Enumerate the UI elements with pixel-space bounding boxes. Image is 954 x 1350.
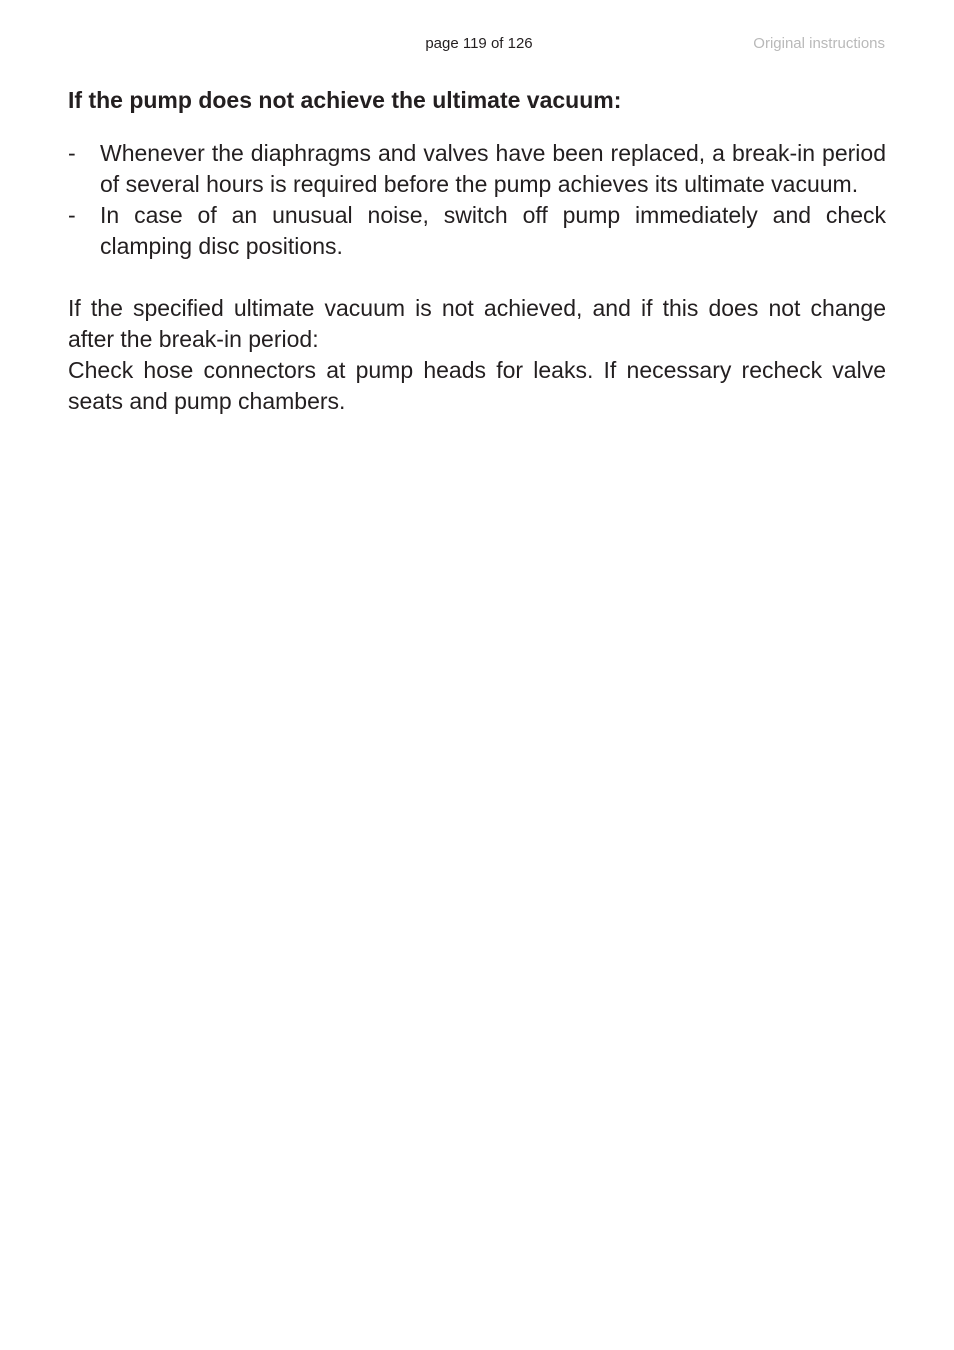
list-item [68, 200, 886, 262]
bullet-list [68, 138, 886, 262]
list-item-text: In case of an unusual noise, switch off pump immediately and check clamping disc positions. [100, 202, 886, 259]
document-type-label: Original instructions [753, 35, 885, 52]
list-item [68, 138, 886, 200]
bullet-marker: - [68, 140, 76, 166]
bullet-marker: - [68, 202, 76, 228]
list-item-text: Whenever the diaphragms and valves have been replaced, a break-in period of several hours is required before the pump achieves its ultimate vacuum. [100, 140, 886, 197]
body-paragraph: Check hose connectors at pump heads for leaks. If necessary recheck valve seats and pump chambers. [68, 357, 886, 414]
body-paragraph: If the specified ultimate vacuum is not achieved, and if this does not change after the break-in period: [68, 295, 886, 352]
section-heading: If the pump does not achieve the ultimate vacuum: [68, 87, 622, 113]
main-content [68, 85, 886, 417]
page-number: page 119 of 126 [425, 35, 533, 52]
